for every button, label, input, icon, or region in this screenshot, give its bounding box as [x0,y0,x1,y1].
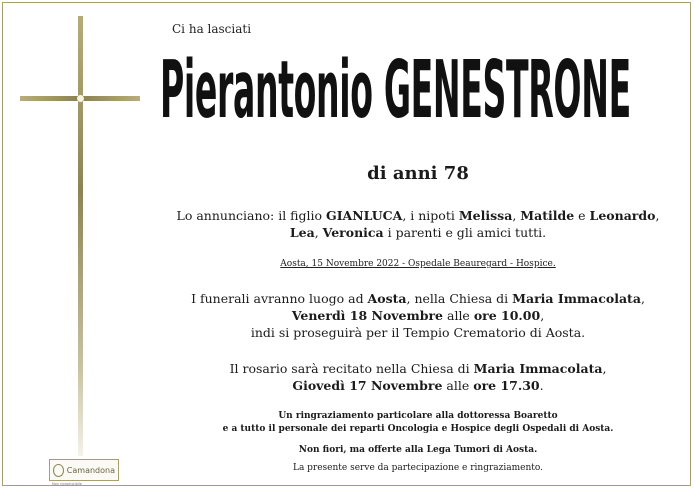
announcement-text: , [512,208,521,223]
intro-text: Ci ha lasciati [172,22,252,36]
announcement-text: , i nipoti [402,208,459,223]
announcement-text: , [314,225,323,240]
rosary-text: alle [442,378,474,393]
funeral-paragraph [160,290,676,341]
announcement-text: e [574,208,590,223]
rosary-text: . [539,378,544,393]
funeral-text: indi si proseguirà per il Tempio Crematorio di Aosta. [250,325,586,340]
age-text: di anni 78 [367,163,469,184]
rosary-paragraph [160,360,676,394]
logo-footnote: Non riproducibile [52,482,82,486]
announcement-text: i parenti e gli amici tutti. [383,225,547,240]
deceased-name: Pierantonio GENESTRONE [160,43,631,137]
funeral-church: Maria Immacolata [512,291,641,306]
thanks-text: e a tutto il personale dei reparti Oncologia e Hospice degli Ospedali di Aosta. [222,424,614,434]
funeral-text: alle [443,308,474,323]
funeral-text: , [640,291,645,306]
announcement-text: , [655,208,660,223]
announcement-text: Lo annunciano: il figlio [176,208,327,223]
rosary-text: , [602,361,607,376]
funeral-time: ore 10.00 [473,308,541,323]
rosary-church: Maria Immacolata [473,361,603,376]
funeral-city: Aosta [367,291,407,306]
logo-text: Camandona [66,465,115,475]
closing-note: La presente serve da partecipazione e ringraziamento. [292,463,544,473]
logo-icon [53,464,64,477]
son-name: GIANLUCA [326,208,403,223]
grandchild-name: Melissa [458,208,513,223]
funeral-text: , [540,308,545,323]
announcement-paragraph [160,207,676,241]
cross-vertical-bar [78,16,83,456]
thanks-paragraph [160,410,676,436]
funeral-text: I funerali avranno luogo ad [191,291,368,306]
grandchild-name: Veronica [322,225,384,240]
grandchild-name: Matilde [520,208,575,223]
rosary-text: Il rosario sarà recitato nella Chiesa di [229,361,474,376]
funeral-date: Venerdì 18 Novembre [291,308,444,323]
grandchild-name: Lea [289,225,315,240]
no-flowers-note: Non fiori, ma offerte alla Lega Tumori di Aosta. [298,445,538,455]
cross-center-dot [77,95,84,102]
grandchild-name: Leonardo [589,208,656,223]
rosary-time: ore 17.30 [473,378,540,393]
rosary-date: Giovedì 17 Novembre [292,378,443,393]
funeral-text: , nella Chiesa di [406,291,513,306]
place-date-line: Aosta, 15 Novembre 2022 - Ospedale Beauregard - Hospice. [280,259,556,269]
thanks-text: Un ringraziamento particolare alla dottoressa Boaretto [278,411,558,421]
funeral-home-logo [49,459,119,481]
